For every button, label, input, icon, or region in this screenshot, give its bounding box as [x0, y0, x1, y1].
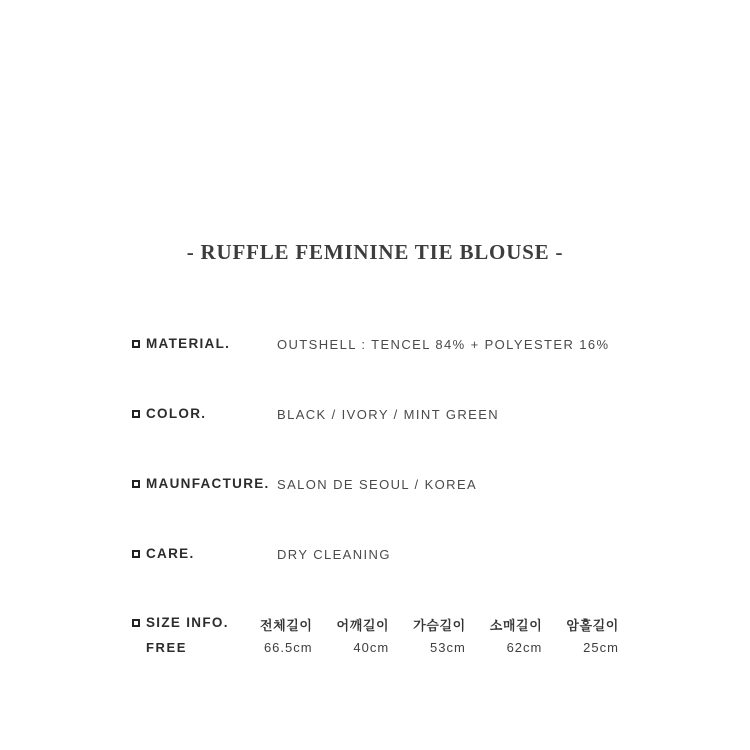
square-bullet-icon: [132, 410, 140, 418]
square-bullet-icon: [132, 480, 140, 488]
care-label-group: [132, 546, 195, 561]
size-name-label: FREE: [146, 640, 188, 655]
material-label-group: [132, 336, 230, 351]
size-value-armhole-length: 25cm: [583, 640, 619, 655]
square-bullet-icon: [132, 340, 140, 348]
size-value-total-length: 66.5cm: [263, 640, 313, 655]
square-bullet-icon: [132, 619, 140, 627]
size-table-header: [236, 615, 619, 634]
care-label: CARE.: [146, 546, 195, 561]
color-value: BLACK / IVORY / MINT GREEN: [277, 407, 500, 422]
size-info-label: SIZE INFO.: [146, 615, 229, 630]
color-label-group: [132, 406, 206, 421]
size-col-header-chest-length: 가슴길이: [413, 618, 466, 633]
material-value: OUTSHELL : TENCEL 84% + POLYESTER 16%: [277, 337, 610, 352]
care-value: DRY CLEANING: [277, 547, 391, 562]
size-col-header-total-length: 전체길이: [259, 618, 313, 633]
size-value-shoulder-length: 40cm: [353, 640, 390, 655]
size-table-values: [236, 640, 619, 655]
page-title: - RUFFLE FEMININE TIE BLOUSE -: [186, 240, 564, 264]
size-col-header-shoulder-length: 어깨길이: [336, 618, 390, 633]
material-label: MATERIAL.: [146, 336, 231, 351]
size-col-header-armhole-length: 암홀길이: [566, 618, 619, 633]
square-bullet-icon: [132, 550, 140, 558]
manufacture-value: SALON DE SEOUL / KOREA: [277, 477, 478, 492]
size-col-header-sleeve-length: 소매길이: [489, 618, 543, 633]
size-value-sleeve-length: 62cm: [506, 640, 543, 655]
color-label: COLOR.: [146, 406, 207, 421]
size-info-label-group: [132, 615, 229, 630]
manufacture-label: MAUNFACTURE.: [146, 476, 270, 491]
manufacture-label-group: [132, 476, 270, 491]
size-value-chest-length: 53cm: [429, 640, 466, 655]
